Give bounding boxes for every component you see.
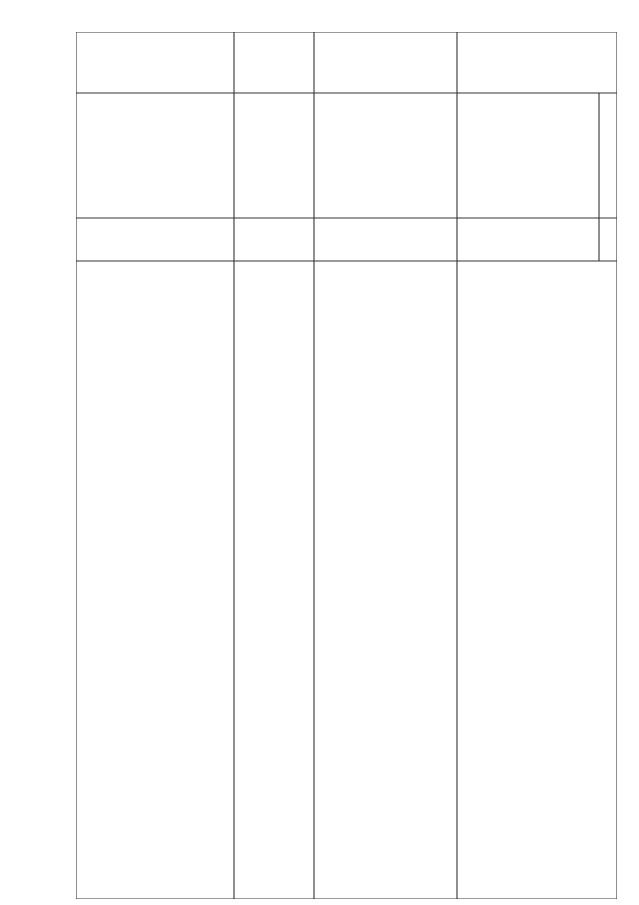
table-grid bbox=[76, 32, 617, 899]
budget-table bbox=[76, 32, 617, 899]
